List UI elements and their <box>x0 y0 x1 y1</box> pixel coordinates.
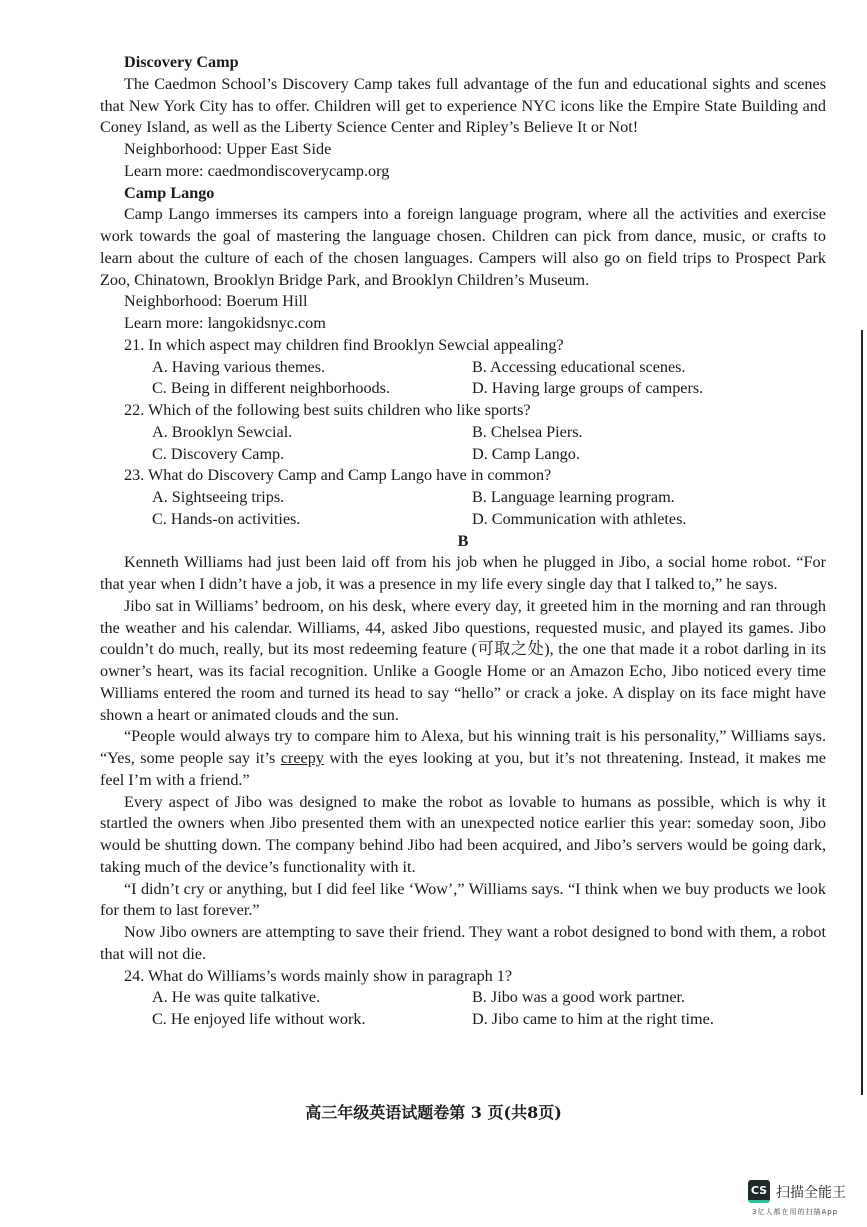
paragraph-text: “People would always try to compare him to Alexa, but his winning trait is his personality,” Williams says. “Yes, some people say it’s <box>100 727 826 767</box>
watermark-name: 扫描全能王 <box>776 1184 846 1201</box>
answer-option: B. Jibo was a good work partner. <box>472 988 686 1007</box>
answer-option: A. Brooklyn Sewcial. <box>152 422 293 441</box>
camscanner-logo-icon: CS <box>748 1180 770 1203</box>
answer-option: D. Having large groups of campers. <box>472 379 704 398</box>
answer-options <box>152 987 826 1031</box>
answer-option: A. Having various themes. <box>152 357 326 376</box>
camp-info-line: Learn more: caedmondiscoverycamp.org <box>124 161 390 180</box>
section-heading: Discovery Camp <box>124 53 239 71</box>
answer-option: A. Sightseeing trips. <box>152 488 285 506</box>
page-footer: 高三年级英语试题卷第 3 页(共8页) <box>305 1103 562 1122</box>
paragraph: The Caedmon School’s Discovery Camp takes full advantage of the fun and educational sights and scenes that New York City has to offer. Children will get to experience NYC icons like the Empire State Building and Coney Island, as well as the Liberty Science Center and Ripley’s Believe It or Not! <box>100 74 826 137</box>
answer-options <box>152 357 826 401</box>
answer-option: C. Hands-on activities. <box>152 509 301 528</box>
camp-info-line: Neighborhood: Boerum Hill <box>124 292 308 311</box>
answer-options <box>152 422 826 466</box>
paragraph: Every aspect of Jibo was designed to make the robot as lovable to humans as possible, which is why it startled the owners when Jibo presented them with an unexpected notice earlier this year: someday soon, Jibo would be shutting down. The company behind Jibo had been acquired, and Jibo’s servers would be going dark, taking much of the device’s functionality with it. <box>100 792 826 876</box>
section-heading: Camp Lango <box>124 183 215 202</box>
camscanner-watermark <box>748 1180 846 1203</box>
paragraph: “I didn’t cry or anything, but I did feel like ‘Wow’,” Williams says. “I think when we buy products we look for them to last forever.” <box>100 879 826 920</box>
camp-info-line: Learn more: langokidsnyc.com <box>124 314 326 332</box>
answer-options <box>152 487 826 531</box>
exam-page-content <box>100 52 826 1031</box>
answer-option: C. Being in different neighborhoods. <box>152 379 390 398</box>
scan-edge-line <box>861 330 863 1095</box>
paragraph: Jibo sat in Williams’ bedroom, on his desk, where every day, it greeted him in the morning and ran through the weather and his calendar. Williams, 44, asked Jibo questions, requested music, and played its games. Jibo couldn’t do much, really, but its most redeeming feature (可取之处), the one that made it a robot darling in its owner’s heart, was its facial recognition. Unlike a Google Home or an Amazon Echo, Jibo noticed every time Williams entered the room and turned its head to say “hello” or crack a joke. A display on its face might have shown a heart or animated clouds and the sun. <box>100 596 826 724</box>
answer-option: D. Jibo came to him at the right time. <box>472 1010 714 1028</box>
paragraph: Now Jibo owners are attempting to save their friend. They want a robot designed to bond with them, a robot that will not die. <box>100 923 826 963</box>
answer-option: B. Chelsea Piers. <box>472 422 583 441</box>
paragraph: Camp Lango immerses its campers into a foreign language program, where all the activities and exercise work towards the goal of mastering the language chosen. Children can pick from dance, music, or crafts to learn about the culture of each of the chosen languages. Campers will also go on field trips to Prospect Park Zoo, Chinatown, Brooklyn Bridge Park, and Brooklyn Children’s Museum. <box>100 205 826 289</box>
answer-option: D. Camp Lango. <box>472 444 580 463</box>
paragraph-text: with the eyes looking at you, but it’s not threatening. Instead, it makes me feel I’m with a friend.” <box>100 749 826 789</box>
underlined-word: creepy <box>280 749 324 767</box>
question-stem: 24. What do Williams’s words mainly show in paragraph 1? <box>124 966 513 985</box>
camp-info-line: Neighborhood: Upper East Side <box>124 140 332 158</box>
watermark-tagline: 3亿人都在用的扫描App <box>752 1208 839 1216</box>
paragraph <box>100 726 826 791</box>
question-stem: 22. Which of the following best suits children who like sports? <box>124 401 531 419</box>
paragraph: Kenneth Williams had just been laid off from his job when he plugged in Jibo, a social home robot. “For that year when I didn’t have a job, it was a presence in my life every single day that I talked to,” he says. <box>100 553 826 593</box>
answer-option: D. Communication with athletes. <box>472 509 687 528</box>
section-label: B <box>457 531 469 550</box>
question-stem: 21. In which aspect may children find Brooklyn Sewcial appealing? <box>124 335 564 354</box>
answer-option: A. He was quite talkative. <box>152 988 321 1007</box>
answer-option: C. He enjoyed life without work. <box>152 1010 366 1028</box>
answer-option: B. Accessing educational scenes. <box>472 357 686 376</box>
answer-option: C. Discovery Camp. <box>152 444 285 463</box>
answer-option: B. Language learning program. <box>472 488 675 506</box>
question-stem: 23. What do Discovery Camp and Camp Lango have in common? <box>124 466 552 485</box>
